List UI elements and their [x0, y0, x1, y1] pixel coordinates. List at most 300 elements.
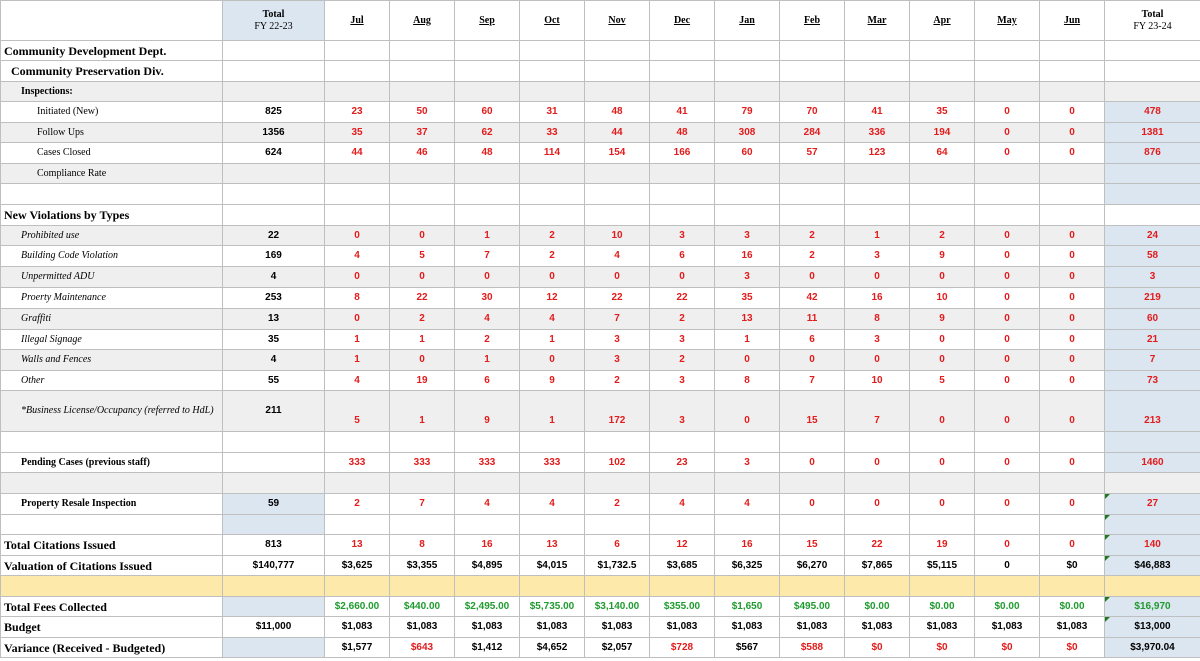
month-cell-apr[interactable] [910, 432, 975, 453]
month-cell-sep[interactable]: 16 [455, 535, 520, 556]
month-cell-sep[interactable]: 4 [455, 309, 520, 330]
month-cell-jan[interactable]: 4 [715, 494, 780, 515]
total-fy23-24-cell[interactable]: 3 [1105, 267, 1200, 288]
month-cell-sep[interactable]: 7 [455, 246, 520, 267]
month-cell-oct[interactable]: 4 [520, 309, 585, 330]
month-cell-mar[interactable]: $0 [845, 638, 910, 658]
month-cell-jun[interactable]: $0 [1040, 638, 1105, 658]
month-cell-oct[interactable]: 31 [520, 102, 585, 123]
row-label-cell[interactable]: Follow Ups [1, 123, 223, 143]
row-label-cell[interactable]: Pending Cases (previous staff) [1, 453, 223, 473]
total-fy22-23-cell[interactable] [223, 61, 325, 82]
month-cell-dec[interactable]: $728 [650, 638, 715, 658]
month-cell-mar[interactable]: $7,865 [845, 556, 910, 576]
month-cell-feb[interactable] [780, 205, 845, 226]
month-cell-jun[interactable]: $1,083 [1040, 617, 1105, 638]
month-cell-mar[interactable]: $0.00 [845, 597, 910, 617]
month-cell-mar[interactable]: 8 [845, 309, 910, 330]
month-cell-feb[interactable] [780, 576, 845, 597]
row-label-cell[interactable] [1, 638, 223, 658]
month-cell-jul[interactable]: 2 [325, 494, 390, 515]
month-cell-jul[interactable]: 0 [325, 267, 390, 288]
total-fy23-24-cell[interactable] [1105, 576, 1200, 597]
month-cell-apr[interactable] [910, 61, 975, 82]
month-cell-jun[interactable] [1040, 164, 1105, 184]
month-cell-sep[interactable]: 1 [455, 226, 520, 246]
month-cell-dec[interactable]: 3 [650, 391, 715, 432]
month-cell-may[interactable] [975, 184, 1040, 205]
month-cell-oct[interactable] [520, 41, 585, 61]
month-cell-aug[interactable]: 2 [390, 309, 455, 330]
month-cell-aug[interactable] [390, 61, 455, 82]
month-cell-mar[interactable] [845, 82, 910, 102]
month-cell-jun[interactable]: 0 [1040, 123, 1105, 143]
month-cell-aug[interactable]: 0 [390, 226, 455, 246]
row-label-cell[interactable]: Property Resale Inspection [1, 494, 223, 515]
month-cell-jul[interactable]: $1,083 [325, 617, 390, 638]
month-cell-jan[interactable]: 3 [715, 453, 780, 473]
month-cell-oct[interactable]: 9 [520, 371, 585, 391]
month-cell-nov[interactable]: 48 [585, 102, 650, 123]
month-cell-may[interactable]: 0 [975, 288, 1040, 309]
month-cell-oct[interactable]: 0 [520, 267, 585, 288]
month-cell-jul[interactable]: 5 [325, 391, 390, 432]
month-cell-may[interactable] [975, 473, 1040, 494]
month-cell-aug[interactable]: 1 [390, 391, 455, 432]
month-cell-jan[interactable] [715, 515, 780, 535]
month-cell-nov[interactable] [585, 164, 650, 184]
month-cell-feb[interactable] [780, 82, 845, 102]
month-cell-aug[interactable]: 0 [390, 267, 455, 288]
month-cell-feb[interactable]: 0 [780, 453, 845, 473]
month-cell-apr[interactable]: 2 [910, 226, 975, 246]
row-label-cell[interactable]: Building Code Violation [1, 246, 223, 267]
month-cell-dec[interactable]: 2 [650, 350, 715, 371]
month-cell-sep[interactable]: 62 [455, 123, 520, 143]
total-fy22-23-cell[interactable] [223, 453, 325, 473]
month-cell-apr[interactable] [910, 515, 975, 535]
total-fy22-23-cell[interactable] [223, 638, 325, 658]
month-cell-mar[interactable]: 7 [845, 391, 910, 432]
month-cell-dec[interactable] [650, 576, 715, 597]
month-cell-oct[interactable]: $1,083 [520, 617, 585, 638]
month-cell-may[interactable]: 0 [975, 371, 1040, 391]
month-cell-sep[interactable]: 30 [455, 288, 520, 309]
month-cell-nov[interactable]: 44 [585, 123, 650, 143]
total-fy22-23-cell[interactable] [223, 597, 325, 617]
month-cell-may[interactable]: 0 [975, 453, 1040, 473]
month-cell-jun[interactable] [1040, 184, 1105, 205]
month-cell-apr[interactable] [910, 205, 975, 226]
month-cell-oct[interactable] [520, 432, 585, 453]
total-fy22-23-cell[interactable]: 59 [223, 494, 325, 515]
month-cell-dec[interactable]: 22 [650, 288, 715, 309]
total-fy22-23-cell[interactable]: 169 [223, 246, 325, 267]
month-cell-jun[interactable]: 0 [1040, 330, 1105, 350]
month-cell-feb[interactable]: 7 [780, 371, 845, 391]
month-cell-feb[interactable] [780, 184, 845, 205]
month-cell-jul[interactable]: 1 [325, 350, 390, 371]
total-fy22-23-cell[interactable] [223, 184, 325, 205]
month-cell-jul[interactable] [325, 41, 390, 61]
total-fy22-23-cell[interactable]: 22 [223, 226, 325, 246]
month-cell-may[interactable]: 0 [975, 350, 1040, 371]
month-cell-apr[interactable]: 0 [910, 330, 975, 350]
month-cell-sep[interactable]: 4 [455, 494, 520, 515]
month-cell-may[interactable]: 0 [975, 309, 1040, 330]
month-cell-sep[interactable]: 60 [455, 102, 520, 123]
month-cell-aug[interactable] [390, 82, 455, 102]
month-cell-jan[interactable]: 3 [715, 267, 780, 288]
month-cell-mar[interactable]: 0 [845, 494, 910, 515]
month-cell-dec[interactable]: 48 [650, 123, 715, 143]
total-fy22-23-cell[interactable] [223, 432, 325, 453]
month-cell-jan[interactable] [715, 473, 780, 494]
month-cell-aug[interactable]: 46 [390, 143, 455, 164]
month-cell-dec[interactable] [650, 82, 715, 102]
month-cell-jul[interactable]: $3,625 [325, 556, 390, 576]
total-fy22-23-cell[interactable]: 13 [223, 309, 325, 330]
month-cell-aug[interactable]: 37 [390, 123, 455, 143]
month-cell-aug[interactable]: $3,355 [390, 556, 455, 576]
month-cell-jan[interactable]: 16 [715, 535, 780, 556]
month-cell-feb[interactable]: $588 [780, 638, 845, 658]
month-cell-oct[interactable]: 33 [520, 123, 585, 143]
month-cell-apr[interactable]: 9 [910, 246, 975, 267]
month-cell-dec[interactable]: 23 [650, 453, 715, 473]
month-cell-dec[interactable]: $355.00 [650, 597, 715, 617]
month-cell-jul[interactable]: 13 [325, 535, 390, 556]
month-cell-jun[interactable]: 0 [1040, 143, 1105, 164]
month-cell-nov[interactable] [585, 576, 650, 597]
month-cell-may[interactable]: 0 [975, 267, 1040, 288]
row-label-cell[interactable]: Community Preservation Div. [1, 61, 223, 82]
month-cell-nov[interactable]: 102 [585, 453, 650, 473]
month-cell-jun[interactable] [1040, 576, 1105, 597]
month-cell-mar[interactable]: 0 [845, 350, 910, 371]
month-cell-aug[interactable]: $440.00 [390, 597, 455, 617]
month-cell-mar[interactable]: 10 [845, 371, 910, 391]
month-cell-jan[interactable] [715, 205, 780, 226]
month-cell-sep[interactable] [455, 473, 520, 494]
total-fy22-23-cell[interactable]: $140,777 [223, 556, 325, 576]
month-cell-feb[interactable] [780, 164, 845, 184]
month-cell-may[interactable]: 0 [975, 556, 1040, 576]
month-cell-jun[interactable]: 0 [1040, 267, 1105, 288]
row-label-cell[interactable] [1, 473, 223, 494]
month-cell-mar[interactable]: 16 [845, 288, 910, 309]
month-cell-feb[interactable]: 2 [780, 226, 845, 246]
month-cell-aug[interactable] [390, 473, 455, 494]
month-cell-jul[interactable] [325, 61, 390, 82]
month-cell-feb[interactable]: 0 [780, 267, 845, 288]
month-cell-oct[interactable] [520, 205, 585, 226]
month-cell-may[interactable]: 0 [975, 123, 1040, 143]
month-cell-oct[interactable] [520, 164, 585, 184]
month-cell-feb[interactable]: $495.00 [780, 597, 845, 617]
month-cell-mar[interactable]: $1,083 [845, 617, 910, 638]
month-cell-dec[interactable]: 166 [650, 143, 715, 164]
month-cell-may[interactable] [975, 82, 1040, 102]
month-cell-aug[interactable]: $1,083 [390, 617, 455, 638]
month-cell-sep[interactable] [455, 205, 520, 226]
month-cell-jan[interactable]: 35 [715, 288, 780, 309]
total-fy23-24-cell[interactable]: 876 [1105, 143, 1200, 164]
month-cell-nov[interactable]: 6 [585, 535, 650, 556]
row-label-cell[interactable]: Compliance Rate [1, 164, 223, 184]
month-cell-jan[interactable] [715, 432, 780, 453]
month-cell-mar[interactable] [845, 576, 910, 597]
month-cell-jan[interactable]: 16 [715, 246, 780, 267]
month-cell-jul[interactable] [325, 184, 390, 205]
total-fy23-24-cell[interactable] [1105, 432, 1200, 453]
month-cell-jul[interactable]: 35 [325, 123, 390, 143]
month-cell-feb[interactable]: 70 [780, 102, 845, 123]
month-cell-jul[interactable] [325, 576, 390, 597]
total-fy22-23-cell[interactable]: 35 [223, 330, 325, 350]
month-cell-sep[interactable] [455, 82, 520, 102]
row-label-cell[interactable]: Valuation of Citations Issued [1, 556, 223, 576]
month-cell-aug[interactable]: 7 [390, 494, 455, 515]
month-cell-sep[interactable] [455, 184, 520, 205]
month-cell-may[interactable] [975, 432, 1040, 453]
month-cell-mar[interactable] [845, 41, 910, 61]
month-cell-aug[interactable] [390, 164, 455, 184]
month-cell-jan[interactable]: $6,325 [715, 556, 780, 576]
month-cell-sep[interactable]: 2 [455, 330, 520, 350]
month-cell-may[interactable]: 0 [975, 494, 1040, 515]
month-cell-jan[interactable]: 13 [715, 309, 780, 330]
month-cell-mar[interactable] [845, 432, 910, 453]
month-cell-aug[interactable] [390, 432, 455, 453]
month-cell-oct[interactable]: $5,735.00 [520, 597, 585, 617]
month-cell-mar[interactable] [845, 164, 910, 184]
month-cell-feb[interactable]: 42 [780, 288, 845, 309]
month-cell-jun[interactable]: 0 [1040, 246, 1105, 267]
month-cell-feb[interactable] [780, 473, 845, 494]
month-cell-sep[interactable]: 9 [455, 391, 520, 432]
month-cell-mar[interactable] [845, 61, 910, 82]
month-cell-jan[interactable]: 308 [715, 123, 780, 143]
month-cell-nov[interactable]: $2,057 [585, 638, 650, 658]
total-fy23-24-cell[interactable]: $16,970 [1105, 597, 1200, 617]
month-cell-jan[interactable] [715, 576, 780, 597]
total-fy22-23-cell[interactable] [223, 576, 325, 597]
month-cell-aug[interactable] [390, 576, 455, 597]
month-cell-aug[interactable]: 50 [390, 102, 455, 123]
month-cell-jul[interactable]: 1 [325, 330, 390, 350]
row-label-cell[interactable]: Budget [1, 617, 223, 638]
month-cell-oct[interactable]: 1 [520, 391, 585, 432]
month-cell-dec[interactable] [650, 515, 715, 535]
month-cell-apr[interactable]: $1,083 [910, 617, 975, 638]
month-cell-feb[interactable]: 0 [780, 350, 845, 371]
month-cell-apr[interactable]: 0 [910, 350, 975, 371]
month-cell-feb[interactable] [780, 41, 845, 61]
total-fy23-24-cell[interactable]: 478 [1105, 102, 1200, 123]
row-label-cell[interactable]: Community Development Dept. [1, 41, 223, 61]
month-cell-oct[interactable] [520, 576, 585, 597]
month-cell-aug[interactable]: 19 [390, 371, 455, 391]
month-cell-oct[interactable]: 12 [520, 288, 585, 309]
month-cell-jun[interactable]: 0 [1040, 391, 1105, 432]
month-cell-nov[interactable]: 4 [585, 246, 650, 267]
month-cell-sep[interactable] [455, 515, 520, 535]
month-cell-jul[interactable]: 23 [325, 102, 390, 123]
total-fy23-24-cell[interactable]: 27 [1105, 494, 1200, 515]
month-cell-jan[interactable]: 79 [715, 102, 780, 123]
month-cell-apr[interactable]: $0 [910, 638, 975, 658]
month-cell-jan[interactable] [715, 82, 780, 102]
month-cell-jan[interactable] [715, 61, 780, 82]
month-cell-nov[interactable] [585, 432, 650, 453]
month-cell-apr[interactable]: 35 [910, 102, 975, 123]
month-cell-oct[interactable]: 333 [520, 453, 585, 473]
month-cell-may[interactable]: 0 [975, 226, 1040, 246]
total-fy22-23-cell[interactable] [223, 473, 325, 494]
total-fy22-23-cell[interactable]: 4 [223, 267, 325, 288]
month-cell-may[interactable] [975, 576, 1040, 597]
total-fy22-23-cell[interactable] [223, 205, 325, 226]
month-cell-feb[interactable]: 57 [780, 143, 845, 164]
month-cell-jan[interactable]: 3 [715, 226, 780, 246]
total-fy23-24-cell[interactable]: 219 [1105, 288, 1200, 309]
total-fy23-24-cell[interactable]: 58 [1105, 246, 1200, 267]
month-cell-feb[interactable]: 11 [780, 309, 845, 330]
total-fy23-24-cell[interactable] [1105, 82, 1200, 102]
month-cell-may[interactable]: $1,083 [975, 617, 1040, 638]
month-cell-feb[interactable]: 15 [780, 535, 845, 556]
month-cell-mar[interactable]: 0 [845, 453, 910, 473]
month-cell-dec[interactable] [650, 473, 715, 494]
month-cell-jun[interactable]: 0 [1040, 494, 1105, 515]
month-cell-apr[interactable]: 0 [910, 453, 975, 473]
total-fy22-23-cell[interactable]: 813 [223, 535, 325, 556]
month-cell-may[interactable]: 0 [975, 330, 1040, 350]
month-cell-jan[interactable]: $1,083 [715, 617, 780, 638]
month-cell-sep[interactable]: 1 [455, 350, 520, 371]
month-cell-sep[interactable]: $1,412 [455, 638, 520, 658]
month-cell-jul[interactable]: $1,577 [325, 638, 390, 658]
month-cell-aug[interactable]: 22 [390, 288, 455, 309]
month-cell-sep[interactable]: 333 [455, 453, 520, 473]
month-cell-jul[interactable] [325, 515, 390, 535]
month-cell-sep[interactable]: 6 [455, 371, 520, 391]
month-cell-dec[interactable] [650, 184, 715, 205]
month-cell-apr[interactable]: $5,115 [910, 556, 975, 576]
total-fy23-24-cell[interactable] [1105, 61, 1200, 82]
month-cell-dec[interactable]: 2 [650, 309, 715, 330]
total-fy23-24-cell[interactable]: 1460 [1105, 453, 1200, 473]
month-cell-nov[interactable]: 172 [585, 391, 650, 432]
month-cell-jan[interactable]: $567 [715, 638, 780, 658]
row-label-cell[interactable] [1, 432, 223, 453]
row-label-cell[interactable] [1, 576, 223, 597]
month-cell-feb[interactable]: 2 [780, 246, 845, 267]
total-fy23-24-cell[interactable] [1105, 41, 1200, 61]
total-fy22-23-cell[interactable]: 1356 [223, 123, 325, 143]
total-fy23-24-cell[interactable] [1105, 473, 1200, 494]
month-cell-jun[interactable] [1040, 515, 1105, 535]
month-cell-apr[interactable] [910, 41, 975, 61]
month-cell-jan[interactable]: 0 [715, 391, 780, 432]
month-cell-sep[interactable]: 48 [455, 143, 520, 164]
month-cell-apr[interactable]: 194 [910, 123, 975, 143]
row-label-cell[interactable]: Total Fees Collected [1, 597, 223, 617]
month-cell-oct[interactable]: 4 [520, 494, 585, 515]
month-cell-jun[interactable]: 0 [1040, 288, 1105, 309]
month-cell-dec[interactable]: 6 [650, 246, 715, 267]
month-cell-aug[interactable] [390, 184, 455, 205]
month-cell-nov[interactable] [585, 515, 650, 535]
month-cell-dec[interactable] [650, 61, 715, 82]
total-fy23-24-cell[interactable]: 213 [1105, 391, 1200, 432]
month-cell-oct[interactable] [520, 473, 585, 494]
month-cell-oct[interactable]: 1 [520, 330, 585, 350]
month-cell-nov[interactable]: $3,140.00 [585, 597, 650, 617]
month-cell-feb[interactable] [780, 515, 845, 535]
month-cell-mar[interactable]: 123 [845, 143, 910, 164]
month-cell-nov[interactable]: 3 [585, 350, 650, 371]
month-cell-apr[interactable] [910, 184, 975, 205]
month-cell-mar[interactable] [845, 473, 910, 494]
month-cell-feb[interactable]: $6,270 [780, 556, 845, 576]
month-cell-apr[interactable]: 19 [910, 535, 975, 556]
month-cell-mar[interactable]: 336 [845, 123, 910, 143]
month-cell-may[interactable]: 0 [975, 391, 1040, 432]
month-cell-nov[interactable]: 22 [585, 288, 650, 309]
month-cell-nov[interactable] [585, 82, 650, 102]
month-cell-jul[interactable]: $2,660.00 [325, 597, 390, 617]
row-label-cell[interactable]: Proerty Maintenance [1, 288, 223, 309]
month-cell-mar[interactable]: 0 [845, 267, 910, 288]
row-label-cell[interactable]: Cases Closed [1, 143, 223, 164]
month-cell-dec[interactable]: $3,685 [650, 556, 715, 576]
month-cell-jun[interactable] [1040, 205, 1105, 226]
month-cell-jul[interactable]: 0 [325, 309, 390, 330]
month-cell-dec[interactable]: $1,083 [650, 617, 715, 638]
month-cell-sep[interactable] [455, 164, 520, 184]
total-fy23-24-cell[interactable]: 1381 [1105, 123, 1200, 143]
total-fy23-24-cell[interactable] [1105, 164, 1200, 184]
month-cell-apr[interactable]: 5 [910, 371, 975, 391]
month-cell-oct[interactable]: 0 [520, 350, 585, 371]
total-fy23-24-cell[interactable]: 24 [1105, 226, 1200, 246]
row-label-cell[interactable]: Total Citations Issued [1, 535, 223, 556]
month-cell-dec[interactable]: 0 [650, 267, 715, 288]
month-cell-oct[interactable]: 13 [520, 535, 585, 556]
month-cell-dec[interactable]: 3 [650, 330, 715, 350]
month-cell-dec[interactable]: 3 [650, 371, 715, 391]
row-label-cell[interactable]: Initiated (New) [1, 102, 223, 123]
month-cell-aug[interactable]: 1 [390, 330, 455, 350]
month-cell-may[interactable]: 0 [975, 102, 1040, 123]
month-cell-jun[interactable] [1040, 61, 1105, 82]
month-cell-nov[interactable] [585, 61, 650, 82]
month-cell-mar[interactable] [845, 515, 910, 535]
month-cell-oct[interactable]: $4,652 [520, 638, 585, 658]
month-cell-jun[interactable]: 0 [1040, 535, 1105, 556]
row-label-cell[interactable]: Graffiti [1, 309, 223, 330]
month-cell-nov[interactable]: 0 [585, 267, 650, 288]
total-fy22-23-cell[interactable]: 4 [223, 350, 325, 371]
month-cell-oct[interactable] [520, 61, 585, 82]
row-label-cell[interactable]: Prohibited use [1, 226, 223, 246]
month-cell-dec[interactable]: 12 [650, 535, 715, 556]
month-cell-apr[interactable]: 0 [910, 391, 975, 432]
month-cell-jan[interactable]: 1 [715, 330, 780, 350]
month-cell-aug[interactable]: 8 [390, 535, 455, 556]
